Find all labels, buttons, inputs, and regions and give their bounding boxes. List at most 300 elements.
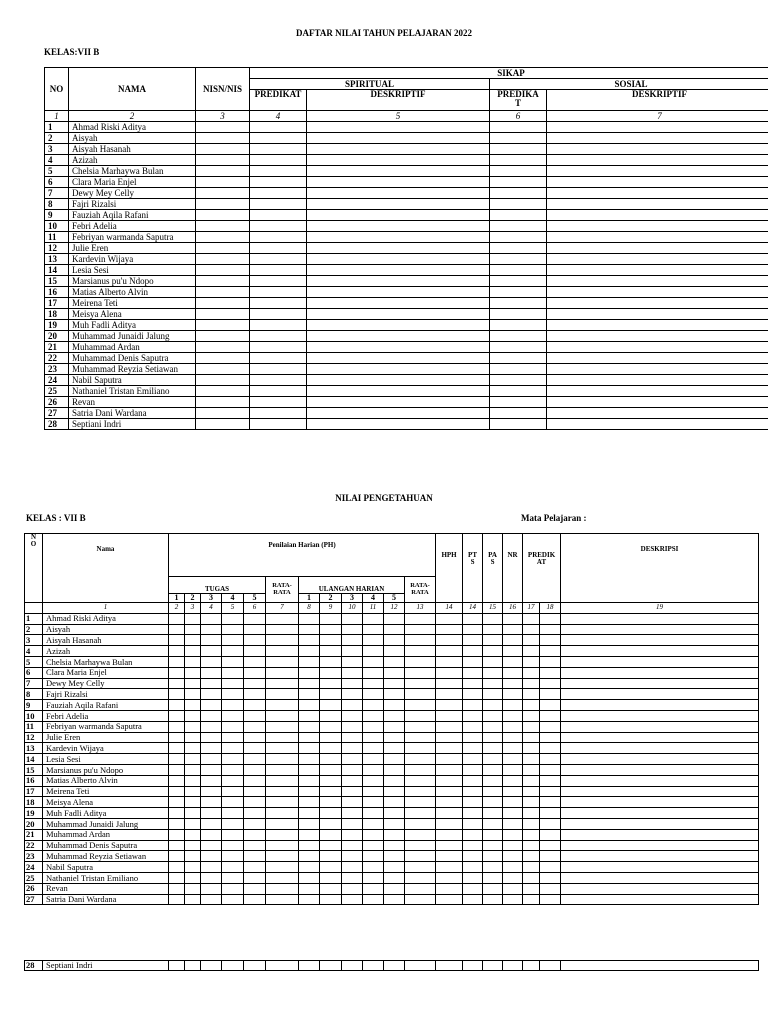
score-cell[interactable] bbox=[523, 646, 540, 657]
score-cell[interactable] bbox=[540, 786, 561, 797]
score-cell[interactable] bbox=[561, 678, 759, 689]
score-cell[interactable] bbox=[540, 894, 561, 905]
score-cell[interactable] bbox=[463, 797, 483, 808]
score-cell[interactable] bbox=[244, 840, 266, 851]
score-cell[interactable] bbox=[342, 700, 363, 711]
score-cell[interactable] bbox=[299, 764, 320, 775]
score-cell[interactable] bbox=[342, 862, 363, 873]
score-cell[interactable] bbox=[540, 689, 561, 700]
score-cell[interactable] bbox=[363, 624, 384, 635]
score-cell[interactable] bbox=[342, 775, 363, 786]
score-cell[interactable] bbox=[483, 700, 503, 711]
score-cell[interactable] bbox=[540, 829, 561, 840]
score-cell[interactable] bbox=[201, 656, 222, 667]
score-cell[interactable] bbox=[363, 775, 384, 786]
score-cell[interactable] bbox=[363, 689, 384, 700]
score-cell[interactable] bbox=[244, 613, 266, 624]
grade-cell[interactable] bbox=[196, 276, 250, 287]
score-cell[interactable] bbox=[436, 646, 463, 657]
grade-cell[interactable] bbox=[196, 397, 250, 408]
score-cell[interactable] bbox=[384, 851, 405, 862]
score-cell[interactable] bbox=[222, 851, 244, 862]
score-cell[interactable] bbox=[503, 700, 523, 711]
score-cell[interactable] bbox=[363, 872, 384, 883]
grade-cell[interactable] bbox=[490, 309, 547, 320]
score-cell[interactable] bbox=[266, 872, 299, 883]
score-cell[interactable] bbox=[299, 872, 320, 883]
score-cell[interactable] bbox=[463, 883, 483, 894]
score-cell[interactable] bbox=[503, 829, 523, 840]
score-cell[interactable] bbox=[561, 829, 759, 840]
grade-cell[interactable] bbox=[250, 353, 307, 364]
grade-cell[interactable] bbox=[490, 254, 547, 265]
score-cell[interactable] bbox=[436, 656, 463, 667]
score-cell[interactable] bbox=[266, 667, 299, 678]
score-cell[interactable] bbox=[320, 818, 342, 829]
score-cell[interactable] bbox=[299, 851, 320, 862]
grade-cell[interactable] bbox=[490, 353, 547, 364]
grade-cell[interactable] bbox=[490, 155, 547, 166]
score-cell[interactable] bbox=[384, 808, 405, 819]
score-cell[interactable] bbox=[436, 786, 463, 797]
grade-cell[interactable] bbox=[490, 265, 547, 276]
score-cell[interactable] bbox=[436, 808, 463, 819]
score-cell[interactable] bbox=[463, 613, 483, 624]
grade-cell[interactable] bbox=[490, 243, 547, 254]
score-cell[interactable] bbox=[405, 851, 436, 862]
grade-cell[interactable] bbox=[250, 133, 307, 144]
grade-cell[interactable] bbox=[250, 298, 307, 309]
score-cell[interactable] bbox=[436, 689, 463, 700]
score-cell[interactable] bbox=[201, 786, 222, 797]
score-cell[interactable] bbox=[363, 851, 384, 862]
score-cell[interactable] bbox=[244, 732, 266, 743]
grade-cell[interactable] bbox=[196, 331, 250, 342]
score-cell[interactable] bbox=[320, 732, 342, 743]
score-cell[interactable] bbox=[503, 961, 523, 971]
score-cell[interactable] bbox=[222, 961, 244, 971]
score-cell[interactable] bbox=[169, 818, 185, 829]
score-cell[interactable] bbox=[483, 743, 503, 754]
score-cell[interactable] bbox=[463, 775, 483, 786]
grade-cell[interactable] bbox=[250, 386, 307, 397]
score-cell[interactable] bbox=[503, 786, 523, 797]
score-cell[interactable] bbox=[405, 818, 436, 829]
grade-cell[interactable] bbox=[307, 210, 490, 221]
score-cell[interactable] bbox=[222, 829, 244, 840]
score-cell[interactable] bbox=[405, 635, 436, 646]
score-cell[interactable] bbox=[299, 862, 320, 873]
score-cell[interactable] bbox=[483, 829, 503, 840]
score-cell[interactable] bbox=[201, 743, 222, 754]
score-cell[interactable] bbox=[320, 624, 342, 635]
score-cell[interactable] bbox=[436, 883, 463, 894]
score-cell[interactable] bbox=[405, 808, 436, 819]
grade-cell[interactable] bbox=[250, 331, 307, 342]
grade-cell[interactable] bbox=[307, 320, 490, 331]
grade-cell[interactable] bbox=[490, 386, 547, 397]
score-cell[interactable] bbox=[266, 840, 299, 851]
score-cell[interactable] bbox=[320, 872, 342, 883]
score-cell[interactable] bbox=[540, 840, 561, 851]
score-cell[interactable] bbox=[201, 961, 222, 971]
score-cell[interactable] bbox=[222, 775, 244, 786]
score-cell[interactable] bbox=[540, 710, 561, 721]
grade-cell[interactable] bbox=[196, 155, 250, 166]
score-cell[interactable] bbox=[405, 646, 436, 657]
grade-cell[interactable] bbox=[307, 166, 490, 177]
score-cell[interactable] bbox=[363, 961, 384, 971]
score-cell[interactable] bbox=[169, 872, 185, 883]
score-cell[interactable] bbox=[342, 721, 363, 732]
score-cell[interactable] bbox=[299, 721, 320, 732]
score-cell[interactable] bbox=[483, 894, 503, 905]
score-cell[interactable] bbox=[523, 872, 540, 883]
score-cell[interactable] bbox=[436, 840, 463, 851]
score-cell[interactable] bbox=[483, 851, 503, 862]
grade-cell[interactable] bbox=[196, 254, 250, 265]
score-cell[interactable] bbox=[320, 710, 342, 721]
score-cell[interactable] bbox=[463, 732, 483, 743]
grade-cell[interactable] bbox=[196, 353, 250, 364]
score-cell[interactable] bbox=[320, 808, 342, 819]
score-cell[interactable] bbox=[561, 613, 759, 624]
score-cell[interactable] bbox=[503, 710, 523, 721]
score-cell[interactable] bbox=[266, 721, 299, 732]
score-cell[interactable] bbox=[561, 743, 759, 754]
score-cell[interactable] bbox=[185, 624, 201, 635]
score-cell[interactable] bbox=[363, 818, 384, 829]
grade-cell[interactable] bbox=[196, 243, 250, 254]
score-cell[interactable] bbox=[320, 840, 342, 851]
score-cell[interactable] bbox=[222, 840, 244, 851]
score-cell[interactable] bbox=[244, 656, 266, 667]
score-cell[interactable] bbox=[244, 786, 266, 797]
score-cell[interactable] bbox=[405, 797, 436, 808]
score-cell[interactable] bbox=[244, 808, 266, 819]
score-cell[interactable] bbox=[342, 818, 363, 829]
score-cell[interactable] bbox=[320, 961, 342, 971]
score-cell[interactable] bbox=[320, 743, 342, 754]
score-cell[interactable] bbox=[169, 894, 185, 905]
score-cell[interactable] bbox=[169, 764, 185, 775]
grade-cell[interactable] bbox=[196, 287, 250, 298]
grade-cell[interactable] bbox=[547, 243, 768, 254]
score-cell[interactable] bbox=[201, 732, 222, 743]
grade-cell[interactable] bbox=[547, 155, 768, 166]
grade-cell[interactable] bbox=[547, 144, 768, 155]
score-cell[interactable] bbox=[384, 646, 405, 657]
score-cell[interactable] bbox=[540, 808, 561, 819]
score-cell[interactable] bbox=[463, 862, 483, 873]
score-cell[interactable] bbox=[185, 808, 201, 819]
score-cell[interactable] bbox=[384, 840, 405, 851]
score-cell[interactable] bbox=[561, 646, 759, 657]
score-cell[interactable] bbox=[503, 689, 523, 700]
grade-cell[interactable] bbox=[547, 287, 768, 298]
score-cell[interactable] bbox=[384, 700, 405, 711]
score-cell[interactable] bbox=[169, 689, 185, 700]
score-cell[interactable] bbox=[405, 624, 436, 635]
score-cell[interactable] bbox=[436, 764, 463, 775]
score-cell[interactable] bbox=[266, 613, 299, 624]
grade-cell[interactable] bbox=[196, 320, 250, 331]
score-cell[interactable] bbox=[523, 710, 540, 721]
score-cell[interactable] bbox=[523, 797, 540, 808]
score-cell[interactable] bbox=[363, 743, 384, 754]
score-cell[interactable] bbox=[523, 775, 540, 786]
score-cell[interactable] bbox=[222, 808, 244, 819]
grade-cell[interactable] bbox=[547, 276, 768, 287]
score-cell[interactable] bbox=[244, 883, 266, 894]
score-cell[interactable] bbox=[384, 656, 405, 667]
score-cell[interactable] bbox=[222, 710, 244, 721]
grade-cell[interactable] bbox=[250, 243, 307, 254]
score-cell[interactable] bbox=[384, 775, 405, 786]
score-cell[interactable] bbox=[463, 829, 483, 840]
score-cell[interactable] bbox=[299, 656, 320, 667]
grade-cell[interactable] bbox=[307, 133, 490, 144]
grade-cell[interactable] bbox=[196, 232, 250, 243]
score-cell[interactable] bbox=[483, 808, 503, 819]
score-cell[interactable] bbox=[405, 689, 436, 700]
grade-cell[interactable] bbox=[250, 199, 307, 210]
score-cell[interactable] bbox=[185, 700, 201, 711]
score-cell[interactable] bbox=[540, 775, 561, 786]
score-cell[interactable] bbox=[185, 689, 201, 700]
score-cell[interactable] bbox=[405, 883, 436, 894]
grade-cell[interactable] bbox=[490, 210, 547, 221]
grade-cell[interactable] bbox=[196, 298, 250, 309]
score-cell[interactable] bbox=[561, 872, 759, 883]
grade-cell[interactable] bbox=[250, 210, 307, 221]
score-cell[interactable] bbox=[169, 667, 185, 678]
grade-cell[interactable] bbox=[490, 199, 547, 210]
score-cell[interactable] bbox=[169, 743, 185, 754]
score-cell[interactable] bbox=[561, 667, 759, 678]
score-cell[interactable] bbox=[503, 840, 523, 851]
score-cell[interactable] bbox=[299, 786, 320, 797]
score-cell[interactable] bbox=[436, 894, 463, 905]
score-cell[interactable] bbox=[503, 818, 523, 829]
score-cell[interactable] bbox=[363, 732, 384, 743]
grade-cell[interactable] bbox=[547, 199, 768, 210]
score-cell[interactable] bbox=[201, 808, 222, 819]
score-cell[interactable] bbox=[503, 721, 523, 732]
score-cell[interactable] bbox=[244, 764, 266, 775]
score-cell[interactable] bbox=[503, 764, 523, 775]
grade-cell[interactable] bbox=[307, 155, 490, 166]
score-cell[interactable] bbox=[201, 883, 222, 894]
score-cell[interactable] bbox=[405, 840, 436, 851]
score-cell[interactable] bbox=[540, 678, 561, 689]
score-cell[interactable] bbox=[169, 754, 185, 765]
score-cell[interactable] bbox=[540, 732, 561, 743]
grade-cell[interactable] bbox=[196, 342, 250, 353]
score-cell[interactable] bbox=[342, 732, 363, 743]
score-cell[interactable] bbox=[503, 808, 523, 819]
score-cell[interactable] bbox=[363, 635, 384, 646]
score-cell[interactable] bbox=[299, 700, 320, 711]
score-cell[interactable] bbox=[540, 851, 561, 862]
score-cell[interactable] bbox=[523, 678, 540, 689]
score-cell[interactable] bbox=[244, 862, 266, 873]
score-cell[interactable] bbox=[244, 689, 266, 700]
score-cell[interactable] bbox=[503, 797, 523, 808]
score-cell[interactable] bbox=[436, 613, 463, 624]
score-cell[interactable] bbox=[483, 797, 503, 808]
grade-cell[interactable] bbox=[196, 265, 250, 276]
score-cell[interactable] bbox=[503, 635, 523, 646]
score-cell[interactable] bbox=[222, 754, 244, 765]
score-cell[interactable] bbox=[384, 732, 405, 743]
score-cell[interactable] bbox=[201, 764, 222, 775]
score-cell[interactable] bbox=[342, 710, 363, 721]
score-cell[interactable] bbox=[244, 710, 266, 721]
score-cell[interactable] bbox=[540, 646, 561, 657]
score-cell[interactable] bbox=[561, 624, 759, 635]
grade-cell[interactable] bbox=[250, 342, 307, 353]
score-cell[interactable] bbox=[540, 624, 561, 635]
grade-cell[interactable] bbox=[250, 177, 307, 188]
grade-cell[interactable] bbox=[196, 177, 250, 188]
score-cell[interactable] bbox=[363, 656, 384, 667]
score-cell[interactable] bbox=[523, 613, 540, 624]
grade-cell[interactable] bbox=[490, 276, 547, 287]
score-cell[interactable] bbox=[342, 797, 363, 808]
score-cell[interactable] bbox=[244, 721, 266, 732]
grade-cell[interactable] bbox=[307, 199, 490, 210]
grade-cell[interactable] bbox=[307, 265, 490, 276]
grade-cell[interactable] bbox=[307, 331, 490, 342]
score-cell[interactable] bbox=[201, 840, 222, 851]
grade-cell[interactable] bbox=[250, 232, 307, 243]
score-cell[interactable] bbox=[342, 786, 363, 797]
score-cell[interactable] bbox=[201, 624, 222, 635]
score-cell[interactable] bbox=[299, 732, 320, 743]
score-cell[interactable] bbox=[299, 961, 320, 971]
score-cell[interactable] bbox=[299, 678, 320, 689]
grade-cell[interactable] bbox=[307, 122, 490, 133]
score-cell[interactable] bbox=[320, 764, 342, 775]
grade-cell[interactable] bbox=[307, 397, 490, 408]
grade-cell[interactable] bbox=[250, 276, 307, 287]
grade-cell[interactable] bbox=[547, 408, 768, 419]
score-cell[interactable] bbox=[503, 656, 523, 667]
score-cell[interactable] bbox=[222, 646, 244, 657]
score-cell[interactable] bbox=[299, 754, 320, 765]
grade-cell[interactable] bbox=[490, 232, 547, 243]
grade-cell[interactable] bbox=[547, 210, 768, 221]
score-cell[interactable] bbox=[222, 635, 244, 646]
score-cell[interactable] bbox=[266, 961, 299, 971]
score-cell[interactable] bbox=[523, 635, 540, 646]
score-cell[interactable] bbox=[222, 894, 244, 905]
grade-cell[interactable] bbox=[307, 221, 490, 232]
score-cell[interactable] bbox=[363, 646, 384, 657]
grade-cell[interactable] bbox=[250, 320, 307, 331]
score-cell[interactable] bbox=[342, 613, 363, 624]
grade-cell[interactable] bbox=[490, 221, 547, 232]
score-cell[interactable] bbox=[405, 743, 436, 754]
score-cell[interactable] bbox=[244, 818, 266, 829]
grade-cell[interactable] bbox=[250, 364, 307, 375]
score-cell[interactable] bbox=[384, 689, 405, 700]
score-cell[interactable] bbox=[561, 808, 759, 819]
score-cell[interactable] bbox=[561, 840, 759, 851]
score-cell[interactable] bbox=[266, 862, 299, 873]
score-cell[interactable] bbox=[169, 775, 185, 786]
score-cell[interactable] bbox=[503, 883, 523, 894]
grade-cell[interactable] bbox=[196, 166, 250, 177]
score-cell[interactable] bbox=[540, 764, 561, 775]
score-cell[interactable] bbox=[436, 872, 463, 883]
score-cell[interactable] bbox=[384, 721, 405, 732]
grade-cell[interactable] bbox=[307, 254, 490, 265]
score-cell[interactable] bbox=[436, 797, 463, 808]
score-cell[interactable] bbox=[523, 961, 540, 971]
score-cell[interactable] bbox=[244, 743, 266, 754]
score-cell[interactable] bbox=[363, 883, 384, 894]
score-cell[interactable] bbox=[185, 635, 201, 646]
score-cell[interactable] bbox=[503, 754, 523, 765]
score-cell[interactable] bbox=[222, 700, 244, 711]
score-cell[interactable] bbox=[483, 775, 503, 786]
grade-cell[interactable] bbox=[196, 309, 250, 320]
grade-cell[interactable] bbox=[250, 309, 307, 320]
score-cell[interactable] bbox=[503, 872, 523, 883]
score-cell[interactable] bbox=[384, 710, 405, 721]
score-cell[interactable] bbox=[405, 786, 436, 797]
score-cell[interactable] bbox=[405, 754, 436, 765]
score-cell[interactable] bbox=[503, 743, 523, 754]
grade-cell[interactable] bbox=[196, 375, 250, 386]
score-cell[interactable] bbox=[363, 613, 384, 624]
score-cell[interactable] bbox=[483, 818, 503, 829]
grade-cell[interactable] bbox=[490, 298, 547, 309]
score-cell[interactable] bbox=[405, 700, 436, 711]
score-cell[interactable] bbox=[540, 862, 561, 873]
score-cell[interactable] bbox=[185, 743, 201, 754]
score-cell[interactable] bbox=[463, 818, 483, 829]
score-cell[interactable] bbox=[561, 883, 759, 894]
score-cell[interactable] bbox=[266, 635, 299, 646]
score-cell[interactable] bbox=[561, 656, 759, 667]
score-cell[interactable] bbox=[244, 646, 266, 657]
score-cell[interactable] bbox=[503, 624, 523, 635]
score-cell[interactable] bbox=[342, 689, 363, 700]
score-cell[interactable] bbox=[384, 667, 405, 678]
score-cell[interactable] bbox=[222, 786, 244, 797]
grade-cell[interactable] bbox=[250, 265, 307, 276]
score-cell[interactable] bbox=[320, 613, 342, 624]
score-cell[interactable] bbox=[201, 710, 222, 721]
score-cell[interactable] bbox=[169, 613, 185, 624]
score-cell[interactable] bbox=[169, 797, 185, 808]
score-cell[interactable] bbox=[561, 710, 759, 721]
score-cell[interactable] bbox=[244, 754, 266, 765]
score-cell[interactable] bbox=[201, 829, 222, 840]
score-cell[interactable] bbox=[540, 700, 561, 711]
score-cell[interactable] bbox=[266, 808, 299, 819]
score-cell[interactable] bbox=[266, 786, 299, 797]
score-cell[interactable] bbox=[561, 961, 759, 971]
score-cell[interactable] bbox=[201, 689, 222, 700]
grade-cell[interactable] bbox=[307, 342, 490, 353]
score-cell[interactable] bbox=[222, 667, 244, 678]
score-cell[interactable] bbox=[405, 894, 436, 905]
score-cell[interactable] bbox=[463, 624, 483, 635]
